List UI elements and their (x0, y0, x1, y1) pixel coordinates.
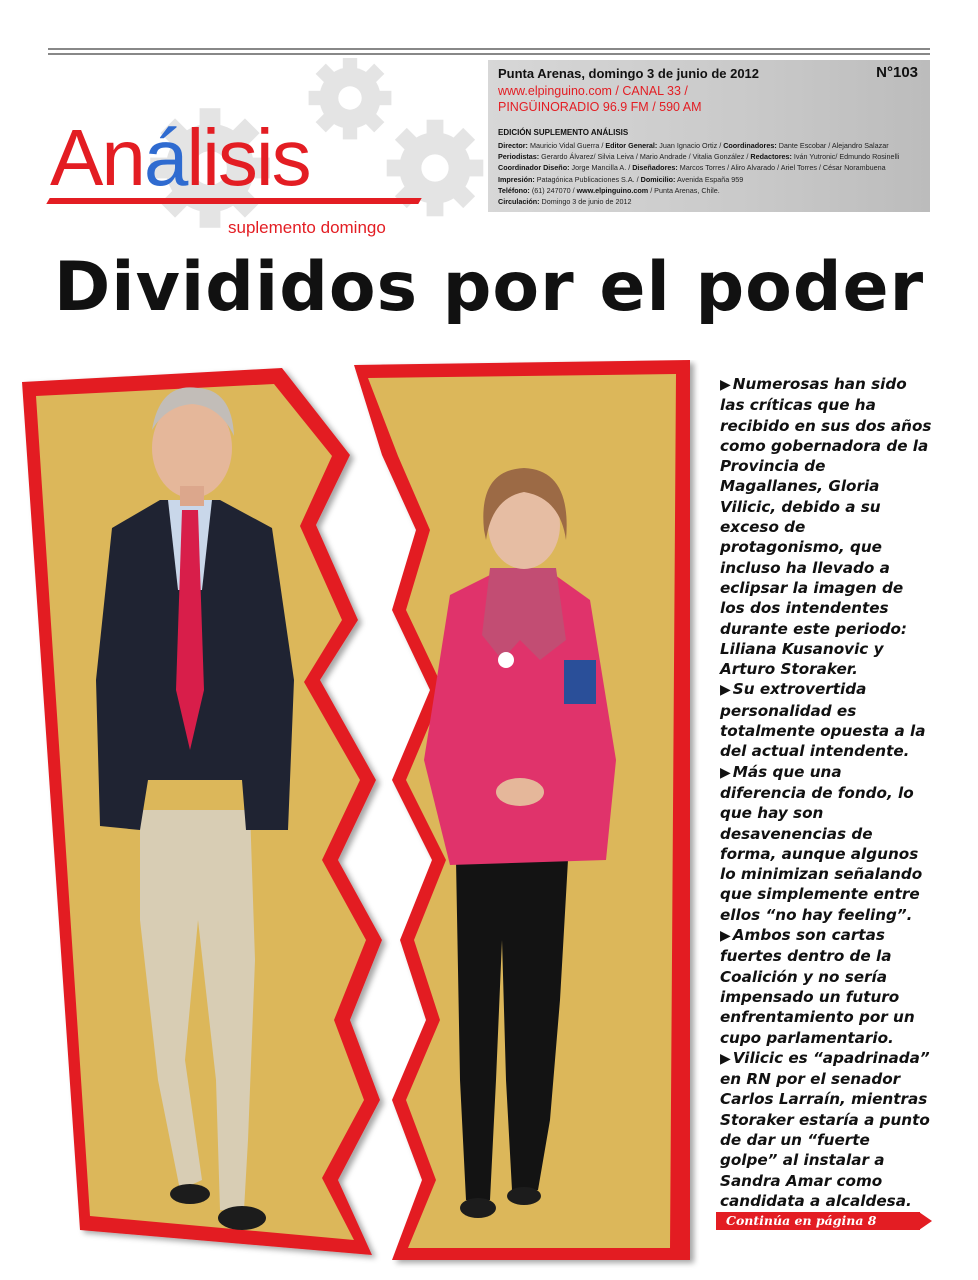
bullet-icon: ▶ (720, 1050, 731, 1067)
credits-line: Coordinador Diseño: Jorge Mancilla A. / Diseñadores: Marcos Torres / Aliro Alvarado / Ariel Torres / César Norambuena (498, 163, 886, 173)
continua-label: Continúa en página 8 (726, 1213, 877, 1228)
bullet-icon: ▶ (720, 377, 731, 393)
arrow-right-icon (919, 1212, 932, 1230)
paragraph: ▶ Vilicic es “apadrinada” en RN por el senador Carlos Larraín, mientras Storaker estaría a punto de dar un “fuerte golpe” al instalar a Sandra Amar como candidata a alcaldesa. (720, 1048, 930, 1210)
masthead-date: Punta Arenas, domingo 3 de junio de 2012 (498, 66, 760, 81)
paragraph: ▶ Más que una diferencia de fondo, lo que hay son desavenencias de forma, aunque algunos lo minimizan señalando que simplemente entre ellos “no hay feeling”. (720, 762, 923, 924)
top-rules (48, 48, 930, 56)
masthead-web[interactable]: www.elpinguino.com / CANAL 33 / (498, 84, 688, 98)
credits-line: Teléfono: (61) 247070 / www.elpinguino.com / Punta Arenas, Chile. (498, 185, 720, 195)
logo-subtitle: suplemento domingo (228, 218, 386, 237)
top-rule-2 (48, 53, 930, 55)
credits-line: Impresión: Patagónica Publicaciones S.A. / Domicilio: Avenida España 959 (498, 174, 744, 184)
article-text (720, 374, 932, 1211)
credits-line: Director: Mauricio Vidal Guerra / Editor General: Juan Ignacio Ortiz / Coordinadores: Dante Escobar / Alejandro Salazar (498, 141, 889, 150)
top-rule-1 (48, 48, 930, 50)
credits-line: Periodistas: Gerardo Álvarez/ Silvia Leiva / Mario Andrade / Vitalia González / Redactores: Iván Yutronic/ Edmundo Rosinelli (498, 152, 900, 162)
issue-number: N°103 (876, 64, 918, 81)
continua-banner[interactable] (716, 1212, 932, 1230)
credits (498, 140, 899, 207)
bullet-icon: ▶ (720, 764, 731, 781)
bullet-icon: ▶ (720, 928, 731, 945)
paragraph: ▶ Numerosas han sido las críticas que ha recibido en sus dos años como gobernadora de la Provincia de Magallanes, Gloria Vilicic, debido a su exceso de protagonismo, que incluso ha llevado a eclipsar la imagen de los dos intendentes durante este periodo: Liliana Kusanovic y Arturo Storaker. (720, 375, 932, 679)
logo-part-3: lisis (186, 113, 310, 202)
credits-line: Circulación: Domingo 3 de junio de 2012 (498, 197, 632, 207)
logo (50, 113, 310, 202)
paragraph: ▶ Su extrovertida personalidad es totalmente opuesta a la del actual intendente. (720, 680, 926, 761)
edition-label: EDICIÓN SUPLEMENTO ANÁLISIS (498, 128, 629, 137)
masthead-box (488, 60, 930, 212)
logo-part-2: á (143, 113, 187, 202)
bullet-icon: ▶ (720, 682, 731, 699)
paragraph: ▶ Ambos son cartas fuertes dentro de la Coalición y no sería impensado un futuro enfrentamiento por un cupo parlamentario. (720, 926, 915, 1047)
masthead-radio: PINGÜINORADIO 96.9 FM / 590 AM (498, 100, 702, 114)
photo-panels (20, 360, 700, 1270)
logo-part-1: An (50, 113, 144, 202)
headline: Divididos por el poder (53, 248, 925, 327)
